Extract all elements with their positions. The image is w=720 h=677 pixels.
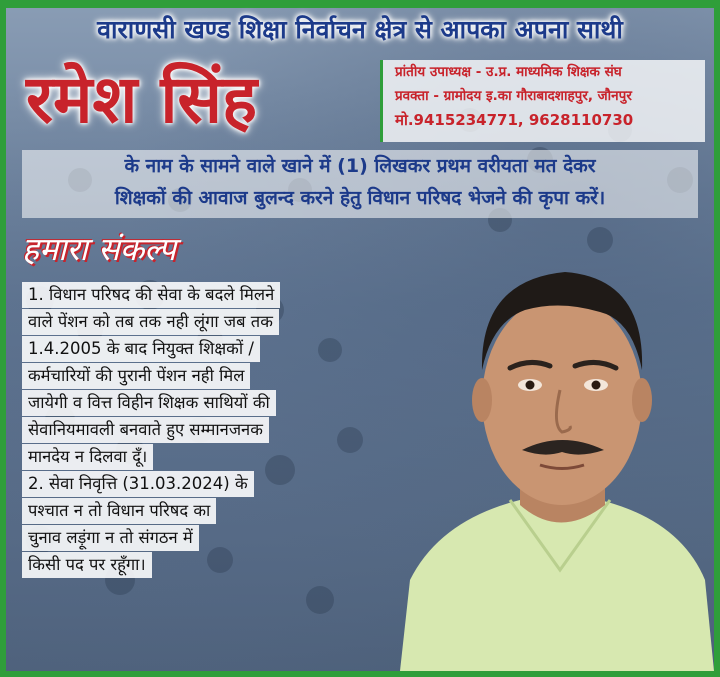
profession-line: प्रवक्ता - ग्रामोदय इ.का गौराबादशाहपुर, जौनपुर bbox=[395, 88, 632, 104]
appeal-line-2: शिक्षकों की आवाज बुलन्द करने हेतु विधान परिषद भेजने की कृपा करें। bbox=[114, 187, 606, 209]
pledge-points bbox=[22, 282, 412, 642]
face-shape bbox=[482, 295, 642, 505]
headline: वाराणसी खण्ड शिक्षा निर्वाचन क्षेत्र से आपका अपना साथी bbox=[97, 15, 623, 44]
phone-line: मो.9415234771, 9628110730 bbox=[395, 111, 634, 129]
candidate-name: रमेश सिंह bbox=[26, 60, 258, 138]
voting-appeal bbox=[22, 150, 698, 218]
pledge-line: पश्चात न तो विधान परिषद का bbox=[22, 498, 216, 524]
top-border bbox=[0, 0, 720, 8]
designation-line: प्रांतीय उपाध्यक्ष - उ.प्र. माध्यमिक शिक्षक संघ bbox=[395, 64, 622, 80]
pledge-line: 1. विधान परिषद की सेवा के बदले मिलने bbox=[22, 282, 280, 308]
candidate-info-box bbox=[380, 60, 705, 142]
sankalp-title: हमारा संकल्प bbox=[22, 230, 177, 268]
pledge-line: सेवानियमावली बनवाते हुए सम्मानजनक bbox=[22, 417, 269, 443]
kurta-shape bbox=[400, 500, 714, 671]
candidate-portrait bbox=[400, 250, 714, 671]
bottom-border bbox=[0, 671, 720, 677]
appeal-line-1: के नाम के सामने वाले खाने में (1) लिखकर प्रथम वरीयता मत देकर bbox=[124, 155, 596, 177]
left-border bbox=[0, 0, 6, 677]
pledge-line: 2. सेवा निवृत्ति (31.03.2024) के bbox=[22, 471, 254, 497]
pledge-line: मानदेय न दिलवा दूँ। bbox=[22, 444, 153, 470]
pledge-line: कर्मचारियों की पुरानी पेंशन नही मिल bbox=[22, 363, 250, 389]
pledge-line: चुनाव लड़ूंगा न तो संगठन में bbox=[22, 525, 199, 551]
pledge-line: जायेगी व वित्त विहीन शिक्षक साथियों की bbox=[22, 390, 276, 416]
pledge-line: किसी पद पर रहूँगा। bbox=[22, 552, 152, 578]
pledge-line: वाले पेंशन को तब तक नही लूंगा जब तक bbox=[22, 309, 279, 335]
right-border bbox=[714, 0, 720, 677]
pledge-line: 1.4.2005 के बाद नियुक्त शिक्षकों / bbox=[22, 336, 260, 362]
